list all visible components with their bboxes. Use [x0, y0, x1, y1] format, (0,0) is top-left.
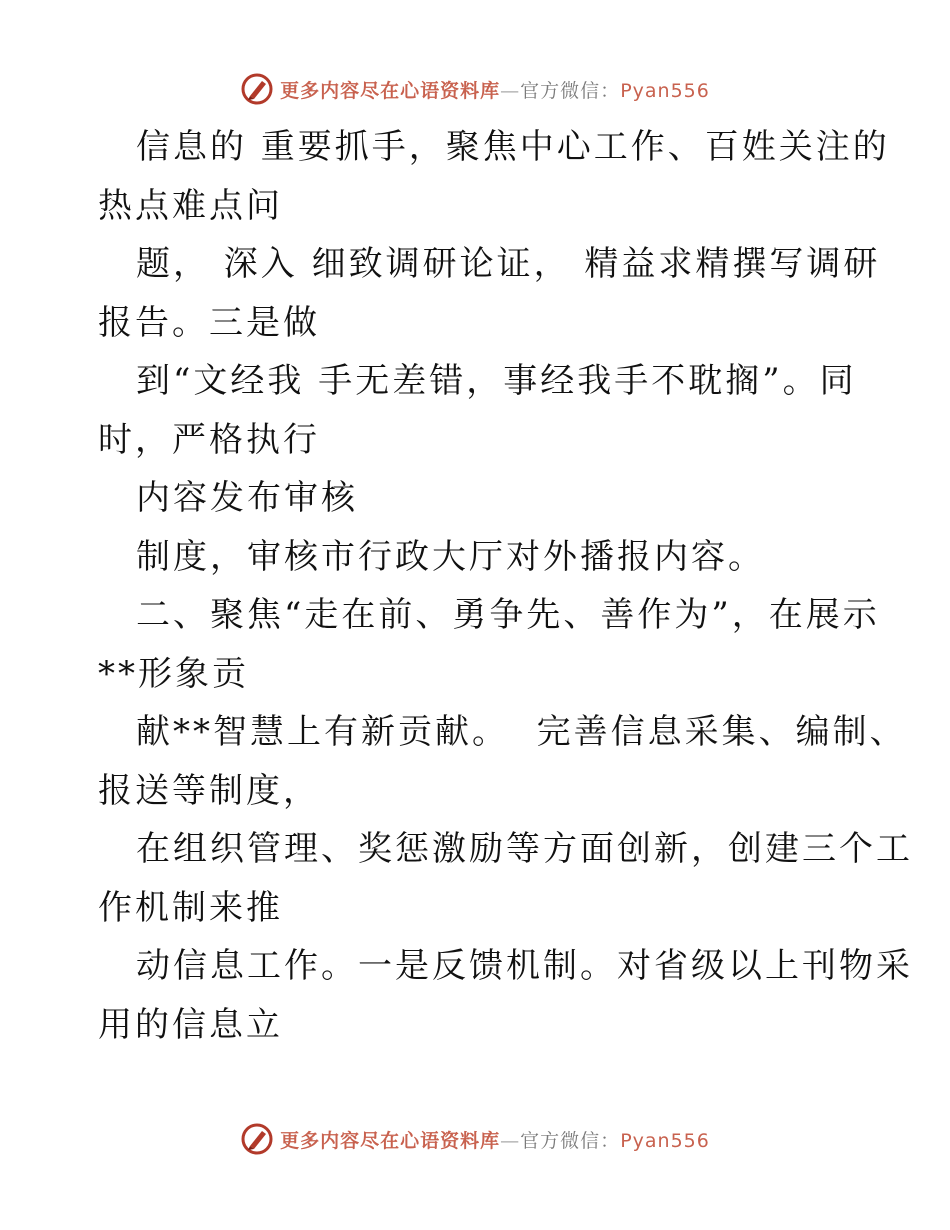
text-line: 题， 深入 细致调研论证， 精益求精撰写调研 — [136, 244, 881, 284]
text-line: 报送等制度， — [98, 770, 320, 811]
text-line: 时，严格执行 — [98, 419, 320, 460]
text-line: 作机制来推 — [98, 887, 283, 928]
pen-nib-logo-icon — [240, 1122, 274, 1156]
text-line: **形象贡 — [98, 653, 249, 694]
pen-nib-logo-icon — [240, 72, 274, 106]
text-line: 内容发布审核 — [136, 478, 358, 518]
watermark-text: 更多内容尽在心语资料库—官方微信：Pyan556 — [280, 1129, 710, 1152]
text-line: 在组织管理、奖惩激励等方面创新，创建三个工 — [136, 829, 913, 869]
text-line: 热点难点问 — [98, 185, 283, 226]
text-line: 到“文经我 手无差错，事经我手不耽搁”。同 — [136, 361, 857, 401]
header-watermark — [0, 72, 950, 106]
text-line: 制度，审核市行政大厅对外播报内容。 — [136, 536, 765, 577]
text-line: 献**智慧上有新贡献。 完善信息采集、编制、 — [136, 712, 907, 752]
text-line: 动信息工作。一是反馈机制。对省级以上刊物采 — [136, 946, 913, 986]
document-body — [98, 118, 913, 1054]
text-line: 用的信息立 — [98, 1004, 283, 1045]
text-line: 信息的 重要抓手，聚焦中心工作、百姓关注的 — [136, 127, 890, 167]
text-line: 二、聚焦“走在前、勇争先、善作为”，在展示 — [136, 595, 880, 635]
watermark-text: 更多内容尽在心语资料库—官方微信：Pyan556 — [280, 79, 710, 102]
text-line: 报告。三是做 — [98, 302, 320, 343]
footer-watermark — [0, 1122, 950, 1156]
